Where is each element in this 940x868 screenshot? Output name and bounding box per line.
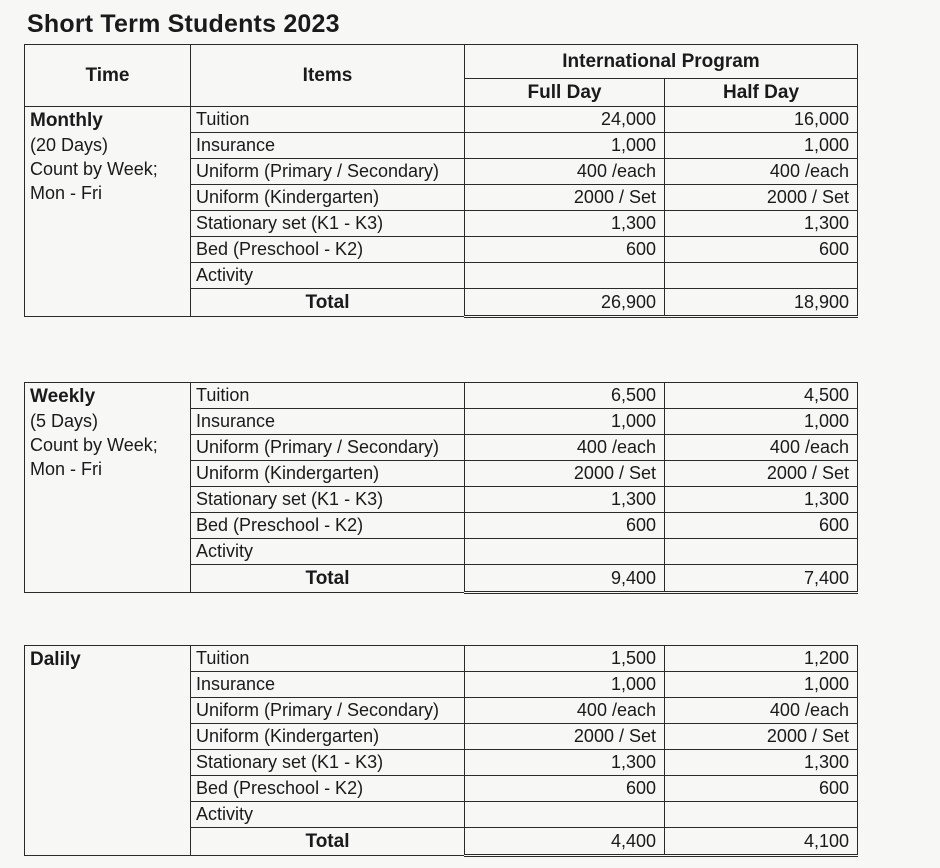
monthly-fee-table [24, 44, 858, 318]
full-day-cell: 1,300 [465, 750, 665, 776]
half-day-cell: 600 [665, 513, 858, 539]
item-cell: Stationary set (K1 - K3) [191, 211, 465, 237]
table-row [25, 107, 858, 133]
program-header: International Program [465, 45, 858, 79]
half-day-cell: 600 [665, 237, 858, 263]
time-cell [25, 383, 191, 593]
page-title: Short Term Students 2023 [27, 10, 340, 38]
total-full-day: 26,900 [465, 289, 665, 317]
table-row [25, 383, 858, 409]
item-cell: Uniform (Primary / Secondary) [191, 159, 465, 185]
half-day-cell: 1,300 [665, 487, 858, 513]
full-day-cell: 600 [465, 776, 665, 802]
half-day-cell: 1,000 [665, 133, 858, 159]
full-day-header: Full Day [465, 79, 665, 107]
full-day-cell: 2000 / Set [465, 461, 665, 487]
half-day-cell: 1,000 [665, 672, 858, 698]
item-cell: Bed (Preschool - K2) [191, 776, 465, 802]
period-detail: Count by Week; [30, 435, 158, 455]
half-day-cell: 400 /each [665, 435, 858, 461]
item-cell: Tuition [191, 383, 465, 409]
item-cell: Uniform (Kindergarten) [191, 724, 465, 750]
item-cell: Tuition [191, 646, 465, 672]
daily-fee-table [24, 645, 858, 857]
total-label: Total [191, 289, 465, 317]
full-day-cell: 24,000 [465, 107, 665, 133]
period-name: Weekly [30, 386, 96, 407]
full-day-cell: 1,000 [465, 672, 665, 698]
total-label: Total [191, 828, 465, 856]
period-detail: (5 Days) [30, 411, 99, 431]
full-day-cell: 1,000 [465, 409, 665, 435]
period-detail: Count by Week; [30, 159, 158, 179]
weekly-section [25, 383, 858, 593]
item-cell: Bed (Preschool - K2) [191, 513, 465, 539]
half-day-cell: 16,000 [665, 107, 858, 133]
time-header: Time [25, 45, 191, 107]
table-row [25, 646, 858, 672]
half-day-cell: 2000 / Set [665, 185, 858, 211]
period-name: Dalily [30, 649, 81, 670]
total-half-day: 18,900 [665, 289, 858, 317]
full-day-cell: 400 /each [465, 698, 665, 724]
half-day-cell: 600 [665, 776, 858, 802]
item-cell: Uniform (Primary / Secondary) [191, 698, 465, 724]
half-day-cell: 400 /each [665, 698, 858, 724]
full-day-cell [465, 263, 665, 289]
item-cell: Tuition [191, 107, 465, 133]
half-day-cell: 2000 / Set [665, 724, 858, 750]
full-day-cell: 1,000 [465, 133, 665, 159]
full-day-cell: 400 /each [465, 159, 665, 185]
items-header: Items [191, 45, 465, 107]
time-cell [25, 646, 191, 856]
full-day-cell: 400 /each [465, 435, 665, 461]
full-day-cell: 2000 / Set [465, 185, 665, 211]
item-cell: Uniform (Kindergarten) [191, 185, 465, 211]
item-cell: Uniform (Kindergarten) [191, 461, 465, 487]
time-cell [25, 107, 191, 317]
full-day-cell: 1,300 [465, 211, 665, 237]
full-day-cell: 6,500 [465, 383, 665, 409]
full-day-cell [465, 539, 665, 565]
full-day-cell: 600 [465, 513, 665, 539]
half-day-cell [665, 263, 858, 289]
full-day-cell: 1,500 [465, 646, 665, 672]
item-cell: Insurance [191, 133, 465, 159]
item-cell: Stationary set (K1 - K3) [191, 487, 465, 513]
half-day-cell [665, 802, 858, 828]
total-full-day: 9,400 [465, 565, 665, 593]
daily-section [25, 646, 858, 856]
half-day-cell: 1,300 [665, 750, 858, 776]
item-cell: Bed (Preschool - K2) [191, 237, 465, 263]
period-detail: Mon - Fri [30, 183, 102, 203]
full-day-cell: 2000 / Set [465, 724, 665, 750]
total-full-day: 4,400 [465, 828, 665, 856]
item-cell: Insurance [191, 409, 465, 435]
item-cell: Insurance [191, 672, 465, 698]
half-day-cell: 2000 / Set [665, 461, 858, 487]
half-day-header: Half Day [665, 79, 858, 107]
half-day-cell: 1,000 [665, 409, 858, 435]
item-cell: Activity [191, 802, 465, 828]
full-day-cell [465, 802, 665, 828]
period-name: Monthly [30, 110, 103, 131]
period-detail: (20 Days) [30, 135, 109, 155]
half-day-cell [665, 539, 858, 565]
half-day-cell: 400 /each [665, 159, 858, 185]
total-half-day: 4,100 [665, 828, 858, 856]
item-cell: Activity [191, 539, 465, 565]
weekly-fee-table [24, 382, 858, 594]
full-day-cell: 1,300 [465, 487, 665, 513]
item-cell: Activity [191, 263, 465, 289]
total-half-day: 7,400 [665, 565, 858, 593]
half-day-cell: 4,500 [665, 383, 858, 409]
half-day-cell: 1,300 [665, 211, 858, 237]
total-label: Total [191, 565, 465, 593]
item-cell: Stationary set (K1 - K3) [191, 750, 465, 776]
half-day-cell: 1,200 [665, 646, 858, 672]
full-day-cell: 600 [465, 237, 665, 263]
item-cell: Uniform (Primary / Secondary) [191, 435, 465, 461]
period-detail: Mon - Fri [30, 459, 102, 479]
monthly-section [25, 107, 858, 317]
